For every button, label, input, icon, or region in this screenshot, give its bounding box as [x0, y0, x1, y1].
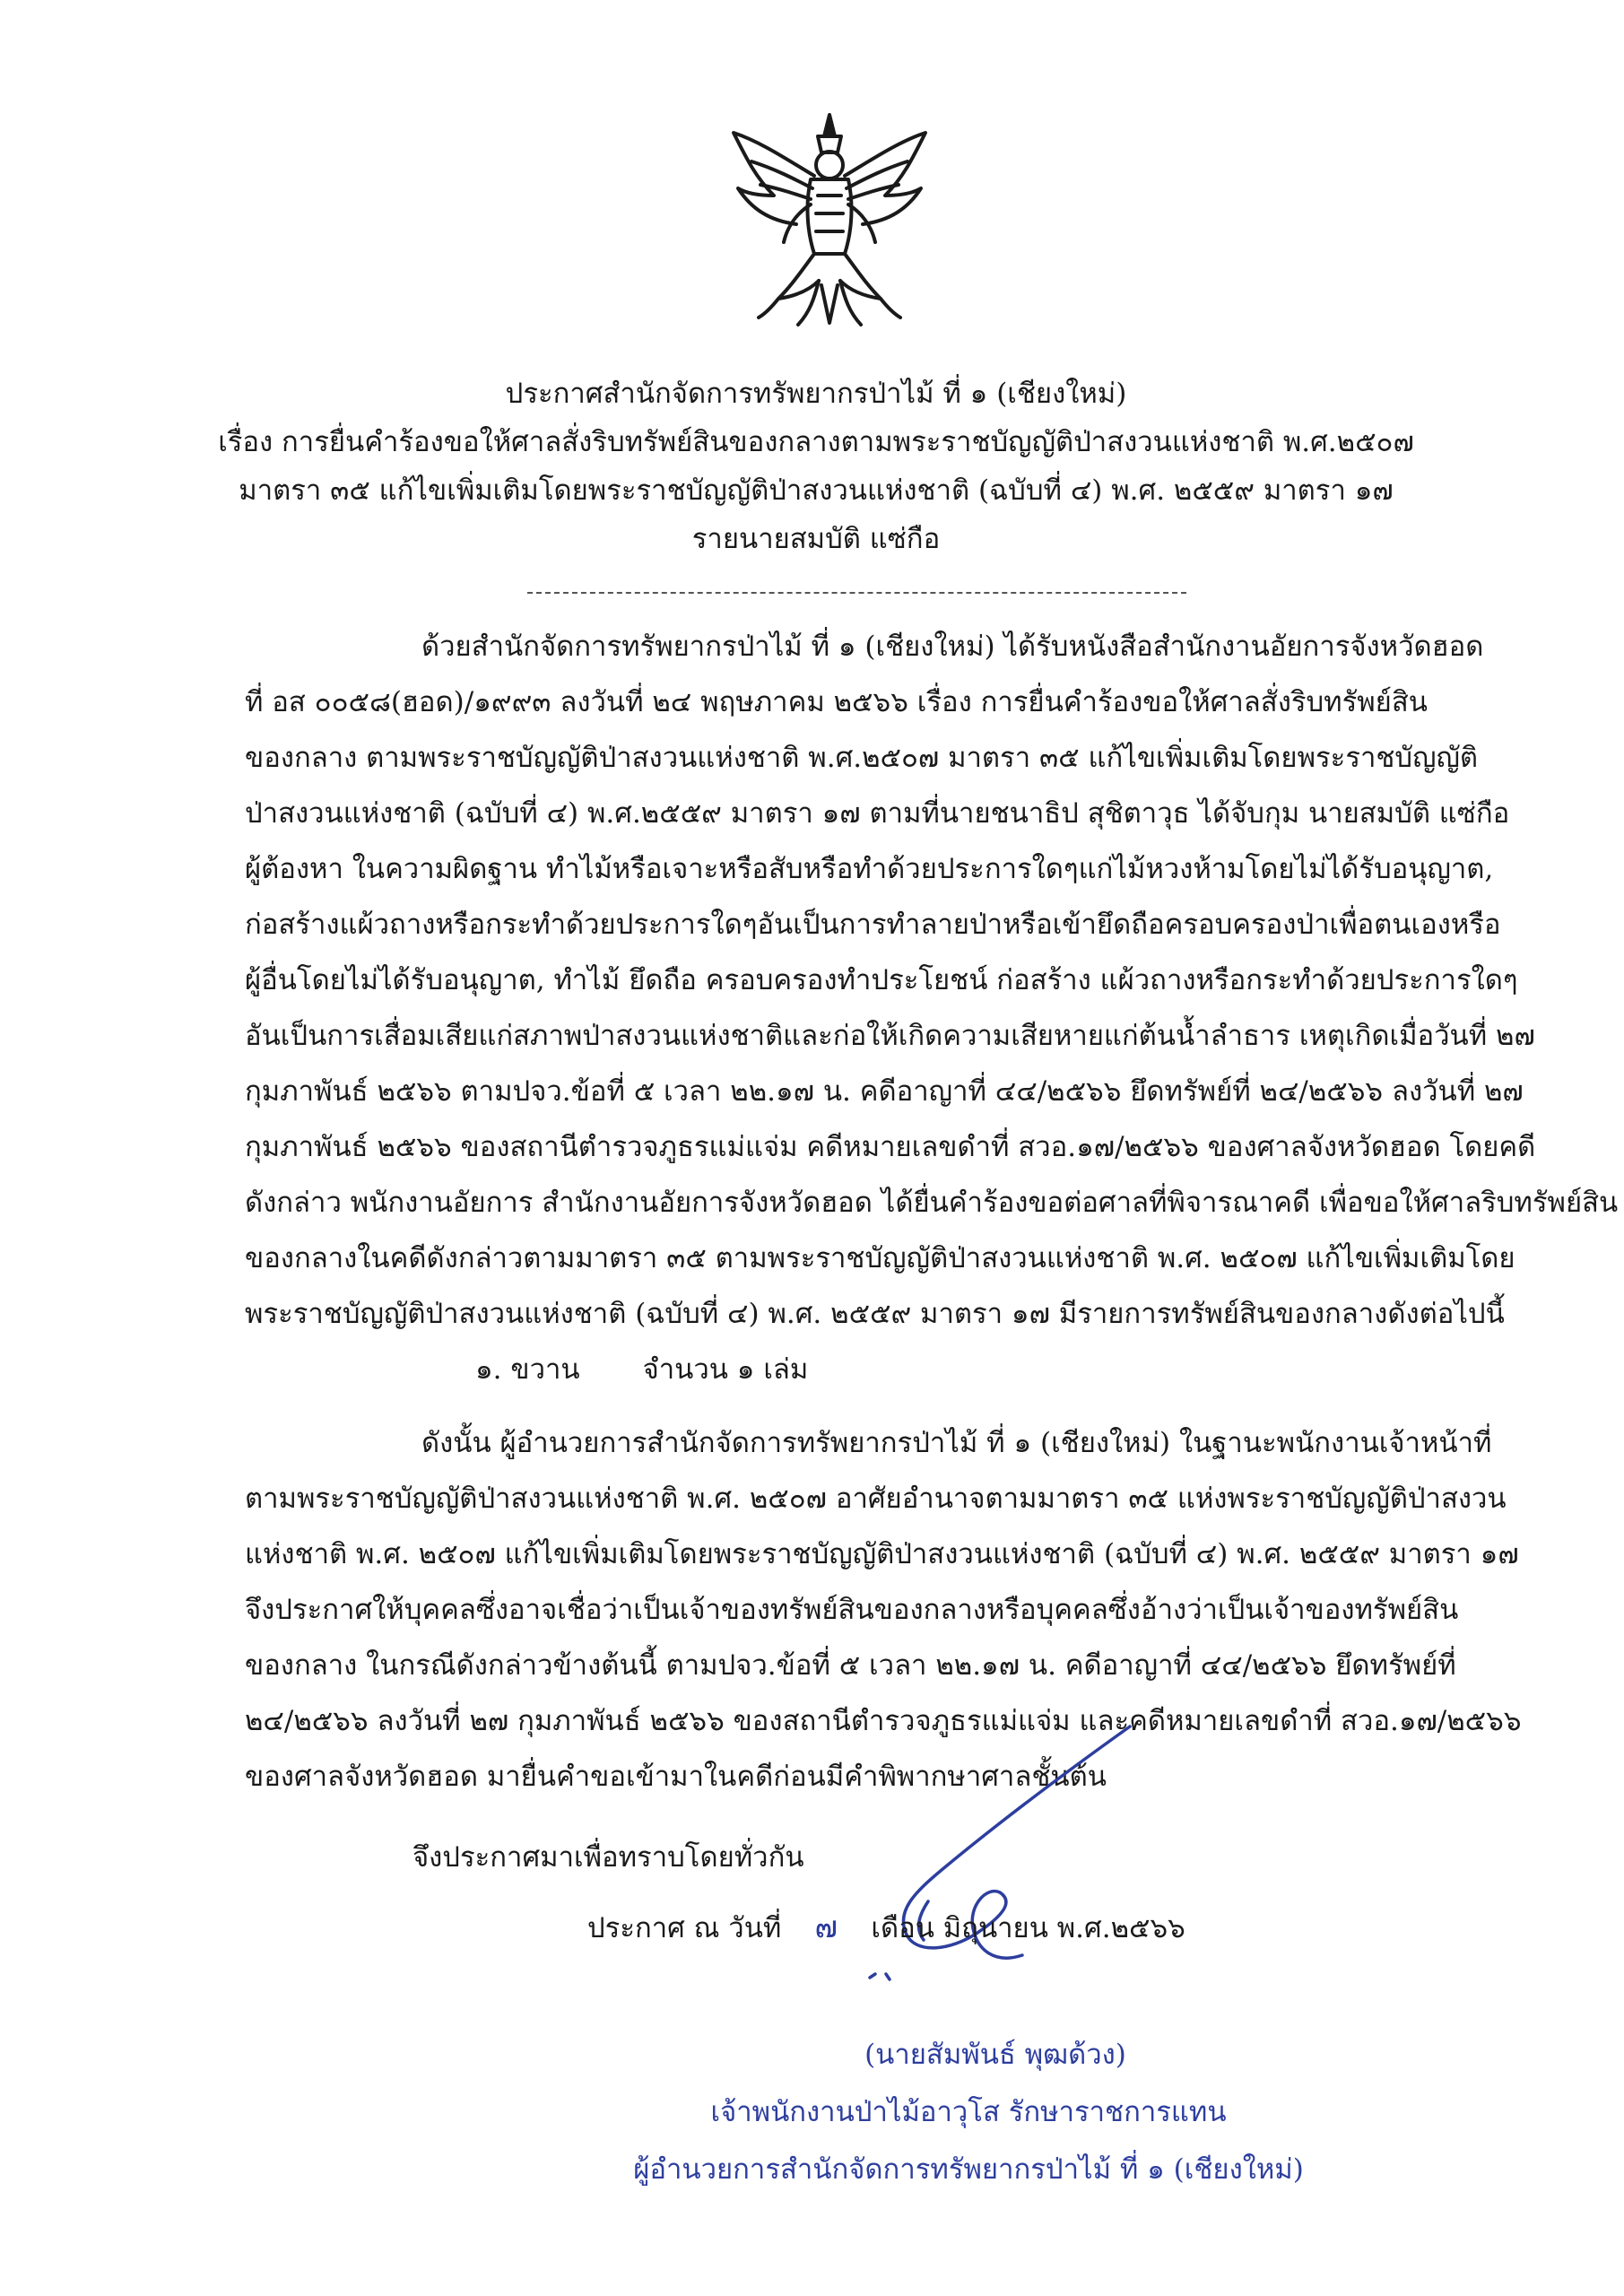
seized-item-quantity: จำนวน ๑ เล่ม	[642, 1353, 809, 1386]
signatory-name: (นายสัมพันธ์ พุฒด้วง)	[864, 2039, 1126, 2071]
subject-line-2: มาตรา ๓๕ แก้ไขเพิ่มเติมโดยพระราชบัญญัติป่าสงวนแห่งชาติ (ฉบับที่ ๔) พ.ศ. ๒๕๕๙ มาตรา ๑๗	[239, 474, 1394, 507]
paragraph-1-line: ดังกล่าว พนักงานอัยการ สำนักงานอัยการจังหวัดฮอด ได้ยื่นคำร้องขอต่อศาลที่พิจารณาคดี เพื่อขอให้ศาลริบทรัพย์สิน	[245, 1187, 1619, 1219]
paragraph-2-line: ตามพระราชบัญญัติป่าสงวนแห่งชาติ พ.ศ. ๒๕๐๗ อาศัยอำนาจตามมาตรา ๓๕ แห่งพระราชบัญญัติป่าสงวน	[245, 1483, 1507, 1515]
paragraph-2-line: ๒๔/๒๕๖๖ ลงวันที่ ๒๗ กุมภาพันธ์ ๒๕๖๖ ของสถานีตำรวจภูธรแม่แจ่ม และคดีหมายเลขดำที่ สวอ.๑๗/๒๕๖๖	[245, 1705, 1522, 1737]
paragraph-2-line: จึงประกาศให้บุคคลซึ่งอาจเชื่อว่าเป็นเจ้าของทรัพย์สินของกลางหรือบุคคลซึ่งอ้างว่าเป็นเจ้าของทรัพย์สิน	[245, 1594, 1459, 1626]
paragraph-1-line: ผู้อื่นโดยไม่ได้รับอนุญาต, ทำไม้ ยึดถือ ครอบครองทำประโยชน์ ก่อสร้าง แผ้วถางหรือกระทำด้วยประการใดๆ	[245, 964, 1518, 996]
date-month-year: เดือน มิถุนายน พ.ศ.๒๕๖๖	[871, 1912, 1185, 1944]
signatory-position: เจ้าพนักงานป่าไม้อาวุโส รักษาราชการแทน	[710, 2096, 1227, 2128]
subject-person: รายนายสมบัติ แซ่กือ	[691, 523, 941, 555]
paragraph-2-line: แห่งชาติ พ.ศ. ๒๕๐๗ แก้ไขเพิ่มเติมโดยพระราชบัญญัติป่าสงวนแห่งชาติ (ฉบับที่ ๔) พ.ศ. ๒๕๕๙ มาตรา ๑๗	[245, 1538, 1519, 1570]
paragraph-1-line: อันเป็นการเสื่อมเสียแก่สภาพป่าสงวนแห่งชาติและก่อให้เกิดความเสียหายแก่ต้นน้ำลำธาร เหตุเกิดเมื่อวันที่ ๒๗	[245, 1020, 1535, 1052]
handwritten-signature	[843, 1709, 1148, 2005]
paragraph-1-line: ของกลางในคดีดังกล่าวตามมาตรา ๓๕ ตามพระราชบัญญัติป่าสงวนแห่งชาติ พ.ศ. ๒๕๐๗ แก้ไขเพิ่มเติมโดย	[245, 1242, 1515, 1274]
date-day-handwritten: ๗	[814, 1909, 838, 1945]
closing-statement: จึงประกาศมาเพื่อทราบโดยทั่วกัน	[413, 1841, 804, 1874]
date-prefix: ประกาศ ณ วันที่	[587, 1912, 782, 1944]
garuda-emblem-icon	[725, 106, 935, 332]
paragraph-2-line: ของศาลจังหวัดฮอด มายื่นคำขอเข้ามาในคดีก่อนมีคำพิพากษาศาลชั้นต้น	[245, 1761, 1107, 1793]
paragraph-2-line: ดังนั้น ผู้อำนวยการสำนักจัดการทรัพยากรป่าไม้ ที่ ๑ (เชียงใหม่) ในฐานะพนักงานเจ้าหน้าที่	[421, 1427, 1492, 1459]
paragraph-1-line: กุมภาพันธ์ ๒๕๖๖ ตามปจว.ข้อที่ ๕ เวลา ๒๒.๑๗ น. คดีอาญาที่ ๔๔/๒๕๖๖ ยึดทรัพย์ที่ ๒๔/๒๕๖๖ ลงวันที่ ๒๗	[245, 1075, 1524, 1108]
seized-item	[475, 1342, 808, 1397]
paragraph-1-line: ก่อสร้างแผ้วถางหรือกระทำด้วยประการใดๆอันเป็นการทำลายป่าหรือเข้ายึดถือครอบครองป่าเพื่อตนเองหรือ	[245, 909, 1501, 941]
paragraph-1-line: ของกลาง ตามพระราชบัญญัติป่าสงวนแห่งชาติ พ.ศ.๒๕๐๗ มาตรา ๓๕ แก้ไขเพิ่มเติมโดยพระราชบัญญัติ	[245, 742, 1479, 774]
paragraph-1-line: พระราชบัญญัติป่าสงวนแห่งชาติ (ฉบับที่ ๔) พ.ศ. ๒๕๕๙ มาตรา ๑๗ มีรายการทรัพย์สินของกลางดังต่อไปนี้	[245, 1298, 1505, 1330]
announcement-title: ประกาศสำนักจัดการทรัพยากรป่าไม้ ที่ ๑ (เชียงใหม่)	[505, 378, 1127, 410]
divider	[527, 592, 1186, 594]
paragraph-1-line: กุมภาพันธ์ ๒๕๖๖ ของสถานีตำรวจภูธรแม่แจ่ม คดีหมายเลขดำที่ สวอ.๑๗/๒๕๖๖ ของศาลจังหวัดฮอด โดยคดี	[245, 1131, 1536, 1163]
seized-item-name: ๑. ขวาน	[475, 1353, 580, 1386]
announcement-date	[587, 1900, 1185, 1956]
paragraph-1-line: ผู้ต้องหา ในความผิดฐาน ทำไม้หรือเจาะหรือสับหรือทำด้วยประการใดๆแก่ไม้หวงห้ามโดยไม่ได้รับอนุญาต,	[245, 853, 1494, 885]
subject-line: เรื่อง การยื่นคำร้องขอให้ศาลสั่งริบทรัพย์สินของกลางตามพระราชบัญญัติป่าสงวนแห่งชาติ พ.ศ.๒๕๐๗	[218, 426, 1414, 458]
signatory-title: ผู้อำนวยการสำนักจัดการทรัพยากรป่าไม้ ที่ ๑ (เชียงใหม่)	[633, 2153, 1304, 2186]
paragraph-1-line: ที่ อส ๐๐๕๘(ฮอด)/๑๙๙๓ ลงวันที่ ๒๔ พฤษภาคม ๒๕๖๖ เรื่อง การยื่นคำร้องขอให้ศาลสั่งริบทรัพย์สิน	[245, 686, 1428, 718]
paragraph-2-line: ของกลาง ในกรณีดังกล่าวข้างต้นนี้ ตามปจว.ข้อที่ ๕ เวลา ๒๒.๑๗ น. คดีอาญาที่ ๔๔/๒๕๖๖ ยึดทรัพย์ที่	[245, 1649, 1456, 1682]
paragraph-1-line: ด้วยสำนักจัดการทรัพยากรป่าไม้ ที่ ๑ (เชียงใหม่) ได้รับหนังสือสำนักงานอัยการจังหวัดฮอด	[421, 631, 1484, 663]
paragraph-1-line: ป่าสงวนแห่งชาติ (ฉบับที่ ๔) พ.ศ.๒๕๕๙ มาตรา ๑๗ ตามที่นายชนาธิป สุชิตาวุธ ได้จับกุม นายสมบัติ แซ่กือ	[245, 797, 1510, 830]
